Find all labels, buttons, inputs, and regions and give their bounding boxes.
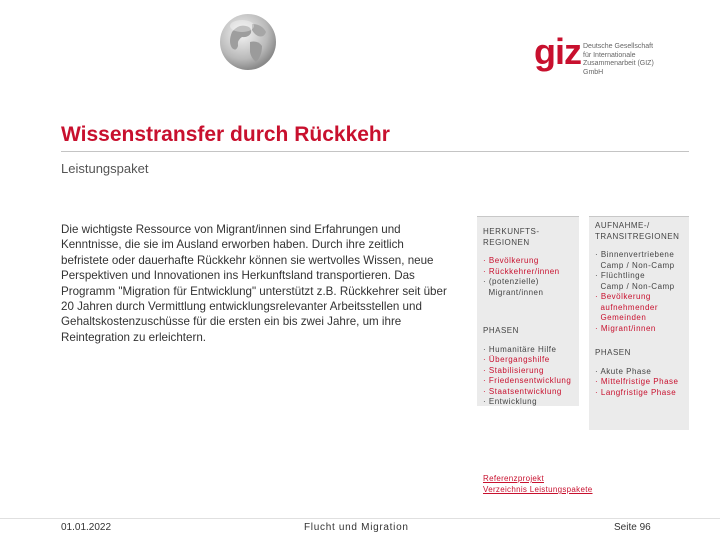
origin-regions-heading: HERKUNFTS- REGIONEN — [483, 227, 540, 247]
list-item: · Übergangshilfe — [483, 355, 550, 364]
list-item: · Bevölkerung aufnehmender Gemeinden — [595, 292, 659, 322]
origin-regions-list — [483, 256, 579, 298]
list-item: · Friedensentwicklung — [483, 376, 572, 385]
transit-regions-heading: AUFNAHME-/ TRANSITREGIONEN — [595, 221, 680, 241]
transit-phases-heading: PHASEN — [595, 348, 631, 357]
page-subtitle: Leistungspaket — [61, 161, 149, 176]
reference-project-link[interactable]: Referenzprojekt — [483, 474, 544, 483]
footer-title: Flucht und Migration — [304, 522, 409, 533]
origin-regions-box — [477, 216, 579, 406]
title-divider — [61, 151, 689, 152]
origin-phases-list — [483, 345, 579, 408]
logo-text: Deutsche Gesellschaft für Internationale Zusammenarbeit (GIZ) GmbH — [583, 43, 654, 76]
page-number: Seite 96 — [614, 522, 651, 533]
transit-phases-list — [595, 367, 689, 399]
list-item: · Staatsentwicklung — [483, 386, 562, 396]
body-paragraph: Die wichtigste Ressource von Migrant/innen sind Erfahrungen und Kenntnisse, die sie im Ausland erworben haben. Durch ihre zeitlich befristete oder dauerhafte Rückkehr können sie wertvolles Wissen, neue Perspektiven und Innovationen ins Herkunftsland transportieren. Das Programm "Migration für Entwicklung" unterstützt z.B. Rückkehrer seit über 20 Jahren durch Vermittlung entwicklungsrelevanter Arbeitsstellen und Gehaltskostenzuschüsse für die ersten ein bis zwei Jahre, um ihre Reintegration zu erleichtern. — [61, 223, 447, 344]
globe-icon — [218, 12, 278, 72]
footer-date: 01.01.2022 — [61, 522, 112, 533]
list-item: · Mittelfristige Phase — [595, 377, 679, 386]
list-item: · Binnenvertriebene Camp / Non-Camp — [595, 250, 675, 270]
list-item: · Humanitäre Hilfe — [483, 344, 557, 354]
list-item: · Stabilisierung — [483, 365, 544, 375]
giz-logo — [534, 31, 674, 76]
list-item: · Entwicklung — [483, 397, 538, 406]
transit-regions-box — [589, 216, 689, 430]
list-item: · Akute Phase — [595, 366, 652, 376]
list-item: · Migrant/innen — [595, 323, 656, 333]
list-item: · Langfristige Phase — [595, 387, 677, 397]
footer-divider — [0, 518, 720, 519]
list-item: · Flüchtlinge Camp / Non-Camp — [595, 271, 675, 291]
list-item: · (potenzielle) Migrant/innen — [483, 277, 544, 297]
service-packages-link[interactable]: Verzeichnis Leistungspakete — [483, 485, 593, 494]
origin-phases-heading: PHASEN — [483, 326, 519, 335]
list-item: · Bevölkerung — [483, 256, 539, 265]
page-title: Wissenstransfer durch Rückkehr — [61, 123, 390, 146]
list-item: · Rückkehrer/innen — [483, 266, 560, 276]
transit-regions-list — [595, 250, 689, 334]
logo-mark: giz — [534, 31, 581, 72]
